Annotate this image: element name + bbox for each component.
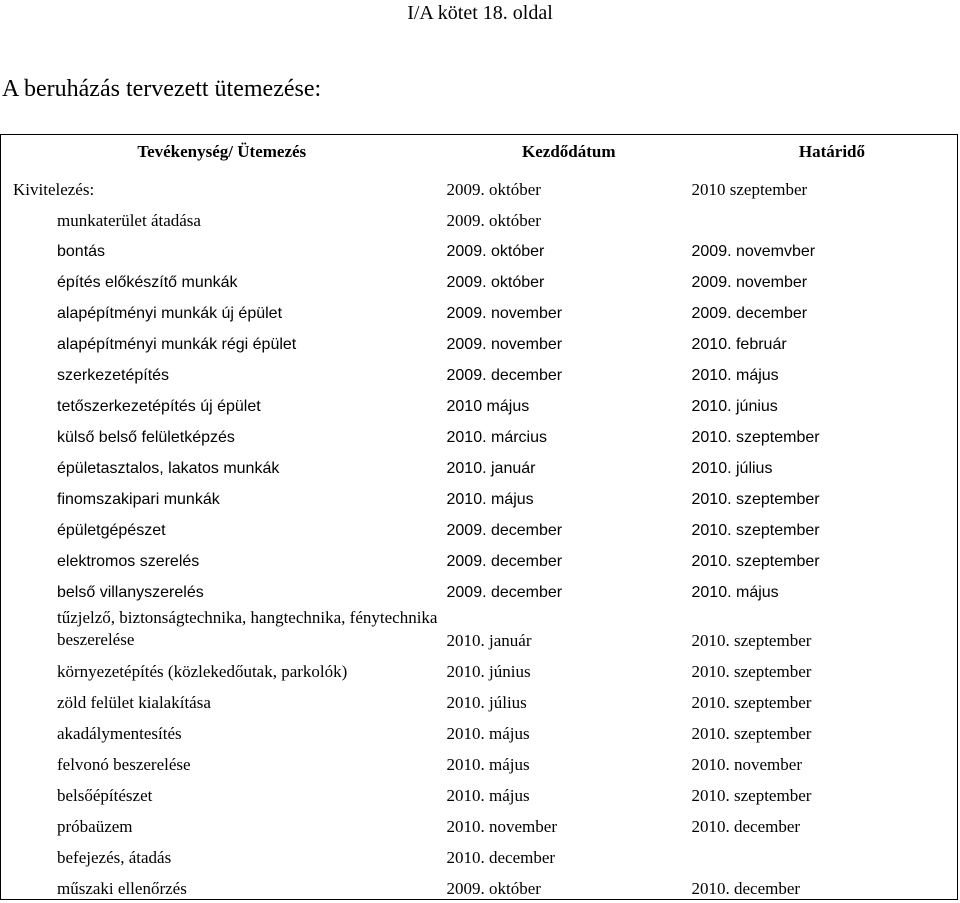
activity-cell: munkaterület átadása bbox=[57, 211, 201, 230]
activity-cell: elektromos szerelés bbox=[57, 553, 200, 570]
table-row bbox=[1, 169, 958, 200]
activity-cell: belsőépítészet bbox=[57, 786, 153, 805]
start-cell: 2010. július bbox=[446, 693, 527, 712]
deadline-cell: 2010. február bbox=[691, 336, 787, 353]
table-row bbox=[1, 651, 958, 682]
deadline-cell: 2009. november bbox=[691, 274, 808, 291]
deadline-cell: 2010. szeptember bbox=[691, 553, 820, 570]
start-cell: 2009. október bbox=[446, 879, 541, 898]
schedule-table bbox=[0, 134, 958, 900]
start-cell: 2010 május bbox=[446, 398, 530, 415]
activity-cell: bontás bbox=[57, 243, 106, 260]
deadline-cell: 2010. július bbox=[691, 460, 773, 477]
table-row bbox=[1, 293, 958, 324]
deadline-cell: 2010. szeptember bbox=[691, 662, 812, 681]
activity-cell: akadálymentesítés bbox=[57, 724, 182, 743]
deadline-cell: 2010. szeptember bbox=[691, 786, 812, 805]
table-header-row bbox=[1, 135, 958, 170]
activity-cell: műszaki ellenőrzés bbox=[57, 879, 187, 898]
start-cell: 2010. november bbox=[446, 817, 557, 836]
start-cell: 2010. december bbox=[446, 848, 556, 867]
start-cell: 2009. december bbox=[446, 522, 563, 539]
deadline-cell: 2010 szeptember bbox=[691, 180, 808, 199]
activity-cell: szerkezetépítés bbox=[57, 367, 170, 384]
start-cell: 2010. május bbox=[446, 755, 530, 774]
deadline-cell bbox=[688, 837, 958, 868]
activity-cell: tűzjelző, biztonságtechnika, hangtechnika, fénytechnika beszerelése bbox=[57, 608, 438, 649]
deadline-cell: 2010. december bbox=[691, 817, 801, 836]
activity-cell: tetőszerkezetépítés új épület bbox=[57, 398, 261, 415]
table-row bbox=[1, 386, 958, 417]
activity-cell: finomszakipari munkák bbox=[57, 491, 220, 508]
start-cell: 2010. május bbox=[446, 786, 530, 805]
activity-cell: befejezés, átadás bbox=[57, 848, 172, 867]
activity-cell: építés előkészítő munkák bbox=[57, 274, 238, 291]
column-header-deadline: Határidő bbox=[798, 142, 865, 161]
column-header-activity: Tevékenység/ Ütemezés bbox=[137, 142, 307, 161]
table-row bbox=[1, 572, 958, 603]
table-row bbox=[1, 682, 958, 713]
page-header: I/A kötet 18. oldal bbox=[407, 2, 553, 24]
table-row bbox=[1, 200, 958, 231]
deadline-cell: 2010. december bbox=[691, 879, 801, 898]
table-row bbox=[1, 510, 958, 541]
table-row bbox=[1, 448, 958, 479]
start-cell: 2010. május bbox=[446, 724, 530, 743]
start-cell: 2009. december bbox=[446, 367, 563, 384]
table-row bbox=[1, 806, 958, 837]
start-cell: 2010. január bbox=[446, 460, 536, 477]
deadline-cell: 2009. december bbox=[691, 305, 808, 322]
table-row bbox=[1, 479, 958, 510]
deadline-cell: 2010. május bbox=[691, 584, 779, 601]
table-row bbox=[1, 603, 958, 651]
deadline-cell: 2010. május bbox=[691, 367, 779, 384]
deadline-cell: 2010. június bbox=[691, 398, 778, 415]
start-cell: 2009. november bbox=[446, 305, 563, 322]
deadline-cell: 2010. szeptember bbox=[691, 724, 812, 743]
start-cell: 2010. január bbox=[446, 631, 532, 650]
table-row bbox=[1, 744, 958, 775]
start-cell: 2009. december bbox=[446, 553, 563, 570]
start-cell: 2009. október bbox=[446, 211, 541, 230]
table-row bbox=[1, 417, 958, 448]
table-row bbox=[1, 355, 958, 386]
activity-cell: belső villanyszerelés bbox=[57, 584, 204, 601]
activity-cell: épületgépészet bbox=[57, 522, 166, 539]
start-cell: 2009. november bbox=[446, 336, 563, 353]
column-header-start: Kezdődátum bbox=[522, 142, 616, 161]
deadline-cell: 2010. szeptember bbox=[691, 693, 812, 712]
table-row bbox=[1, 775, 958, 806]
table-row bbox=[1, 868, 958, 900]
activity-cell: próbaüzem bbox=[57, 817, 133, 836]
table-row bbox=[1, 541, 958, 572]
deadline-cell: 2010. szeptember bbox=[691, 522, 820, 539]
section-title: A beruházás tervezett ütemezése: bbox=[2, 76, 322, 102]
start-cell: 2010. március bbox=[446, 429, 547, 446]
activity-cell: zöld felület kialakítása bbox=[57, 693, 211, 712]
start-cell: 2009. október bbox=[446, 243, 545, 260]
deadline-cell bbox=[688, 200, 958, 231]
deadline-cell: 2010. szeptember bbox=[691, 631, 812, 650]
activity-cell: külső belső felületképzés bbox=[57, 429, 235, 446]
activity-cell: Kivitelezés: bbox=[13, 180, 95, 199]
table-row bbox=[1, 837, 958, 868]
deadline-cell: 2009. novemvber bbox=[691, 243, 816, 260]
deadline-cell: 2010. november bbox=[691, 755, 802, 774]
start-cell: 2009. október bbox=[446, 180, 541, 199]
activity-cell: épületasztalos, lakatos munkák bbox=[57, 460, 280, 477]
deadline-cell: 2010. szeptember bbox=[691, 491, 820, 508]
deadline-cell: 2010. szeptember bbox=[691, 429, 820, 446]
table-row bbox=[1, 262, 958, 293]
table-row bbox=[1, 231, 958, 262]
activity-cell: alapépítményi munkák régi épület bbox=[57, 336, 297, 353]
table-row bbox=[1, 713, 958, 744]
activity-cell: alapépítményi munkák új épület bbox=[57, 305, 283, 322]
start-cell: 2009. december bbox=[446, 584, 563, 601]
start-cell: 2010. május bbox=[446, 491, 534, 508]
activity-cell: környezetépítés (közlekedőutak, parkolók) bbox=[57, 662, 348, 681]
start-cell: 2009. október bbox=[446, 274, 545, 291]
table-row bbox=[1, 324, 958, 355]
activity-cell: felvonó beszerelése bbox=[57, 755, 191, 774]
start-cell: 2010. június bbox=[446, 662, 531, 681]
